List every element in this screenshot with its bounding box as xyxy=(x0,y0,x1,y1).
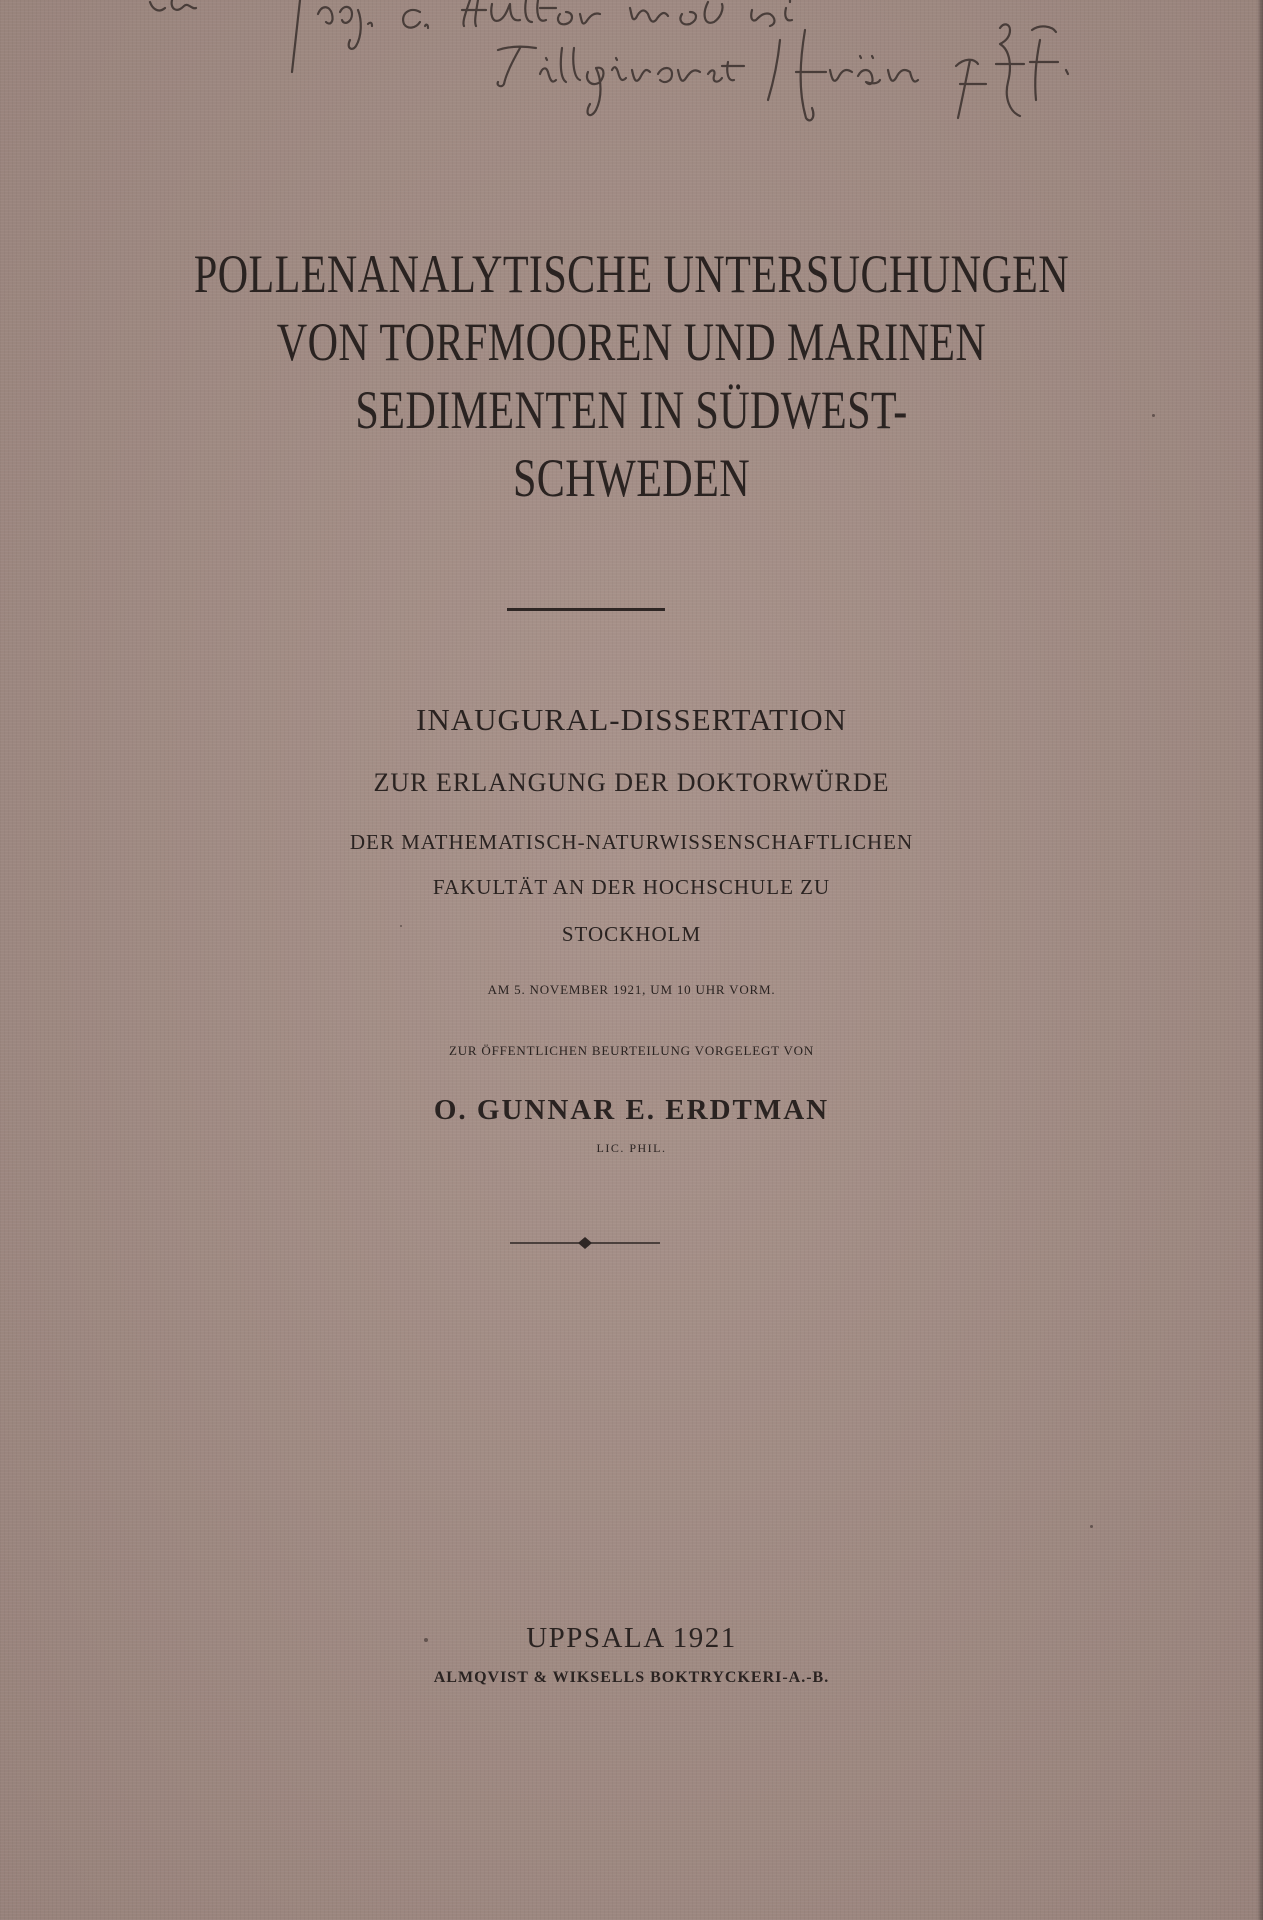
paper-speck xyxy=(400,925,402,927)
title-line-3: SEDIMENTEN IN SÜDWEST- xyxy=(355,380,908,440)
author-name: O. GUNNAR E. ERDTMAN xyxy=(433,1094,830,1126)
defense-date: AM 5. NOVEMBER 1921, UM 10 UHR VORM. xyxy=(487,982,776,997)
title-line-4: SCHWEDEN xyxy=(512,448,751,508)
title-line-2: VON TORFMOOREN UND MARINEN xyxy=(276,312,987,372)
handwritten-inscription xyxy=(0,0,1263,130)
publication-place-year: UPPSALA 1921 xyxy=(526,1622,737,1654)
ornament-divider xyxy=(510,1234,660,1252)
ornament-drawing xyxy=(510,1234,660,1252)
paper-speck xyxy=(1090,1525,1093,1528)
faculty-line-3: STOCKHOLM xyxy=(561,922,702,946)
title-line-1: POLLENANALYTISCHE UNTERSUCHUNGEN xyxy=(193,244,1070,304)
presented-by-line: ZUR ÖFFENTLICHEN BEURTEILUNG VORGELEGT VON xyxy=(448,1043,815,1058)
dissertation-subheading: ZUR ERLANGUNG DER DOKTORWÜRDE xyxy=(373,768,890,797)
printer-name: ALMQVIST & WIKSELLS BOKTRYCKERI-A.-B. xyxy=(433,1669,830,1686)
dissertation-heading: INAUGURAL-DISSERTATION xyxy=(416,702,847,737)
title-divider-rule xyxy=(507,608,665,611)
paper-speck xyxy=(424,1638,428,1642)
author-degree: LIC. PHIL. xyxy=(596,1141,667,1155)
paper-speck xyxy=(1152,414,1155,417)
faculty-line-2: FAKULTÄT AN DER HOCHSCHULE ZU xyxy=(432,875,831,899)
inscription-drawing xyxy=(0,0,1263,130)
book-title xyxy=(139,240,1124,512)
faculty-line-1: DER MATHEMATISCH-NATURWISSENSCHAFTLICHEN xyxy=(349,830,914,854)
cover-edge-shadow xyxy=(1257,0,1263,1920)
